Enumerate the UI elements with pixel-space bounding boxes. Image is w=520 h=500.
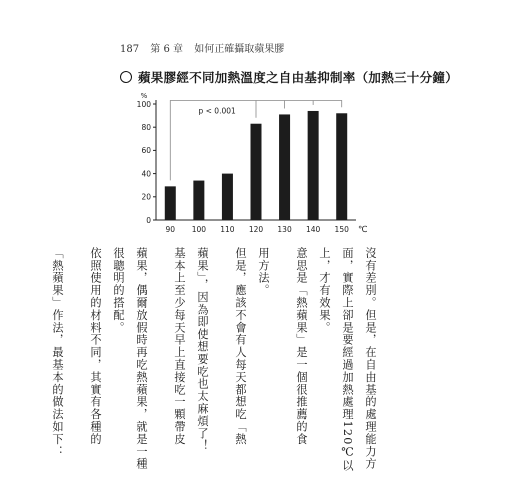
body-text-column: 但是，應該不會有人每天都想吃「熱: [234, 247, 247, 446]
body-text-column: 蘋果，偶爾放假時再吃熱蘋果，就是一種: [135, 247, 148, 471]
body-text-column: 意思是「熱蘋果」是一個很推薦的食: [295, 247, 308, 446]
bar-110: [222, 174, 233, 220]
bar-120: [251, 124, 262, 220]
y-tick-label: 100: [136, 99, 151, 109]
chapter-label: 第 6 章: [150, 44, 184, 55]
body-text-column: 用方法。: [257, 247, 270, 297]
x-axis-ticks: [166, 225, 350, 234]
circle-bullet-icon: [120, 71, 132, 83]
section-title-text: 蘋果膠經不同加熱溫度之自由基抑制率（加熱三十分鐘）: [138, 70, 459, 85]
y-tick-label: 40: [141, 169, 151, 179]
bar-140: [308, 111, 319, 220]
y-tick-label: 60: [141, 146, 151, 156]
body-text-column: 很聰明的搭配。: [112, 247, 125, 334]
y-unit-label: %: [140, 92, 148, 100]
bar-150: [336, 113, 347, 220]
x-tick-label: 150: [334, 225, 349, 234]
bar-130: [279, 114, 290, 220]
bar-90: [165, 186, 176, 220]
body-text-column: 基本上至少每天早上直接吃一顆帶皮: [173, 247, 186, 446]
page-number: 187: [120, 44, 140, 55]
body-text-column: 依照使用的材料不同，其實有各種的: [89, 247, 102, 446]
body-text-column: 「熱蘋果」作法，最基本的做法如下：: [51, 247, 64, 458]
vertical-body-text: [51, 247, 380, 473]
y-tick-label: 80: [141, 123, 151, 132]
chart-bars: [165, 111, 347, 220]
x-unit-label: ℃: [358, 225, 368, 235]
x-tick-label: 120: [248, 225, 264, 234]
x-tick-label: 90: [165, 225, 176, 234]
running-header: [120, 40, 292, 54]
body-text-column: 蘋果」，因為即使想要吃也太麻煩了！: [196, 247, 209, 453]
body-text-column: 沒有差別。但是，在自由基的處理能力方: [364, 247, 377, 471]
x-tick-label: 130: [277, 225, 292, 234]
y-tick-label: 20: [141, 192, 151, 202]
section-heading: [120, 68, 458, 86]
p-value-annotation: p < 0.001: [198, 106, 236, 116]
y-axis-ticks: [137, 100, 156, 225]
body-text-column: 面，實際上卻是要經過加熱處理120℃以: [341, 247, 354, 473]
chapter-title: 如何正確攝取蘋果膠: [194, 44, 285, 55]
x-tick-label: 140: [305, 225, 321, 234]
inhibition-rate-bar-chart: [130, 88, 370, 238]
x-tick-label: 110: [220, 225, 235, 234]
y-tick-label: 0: [146, 215, 151, 225]
body-text-column: 上，才有效果。: [318, 247, 331, 334]
x-tick-label: 100: [191, 225, 207, 234]
bar-100: [193, 181, 204, 220]
